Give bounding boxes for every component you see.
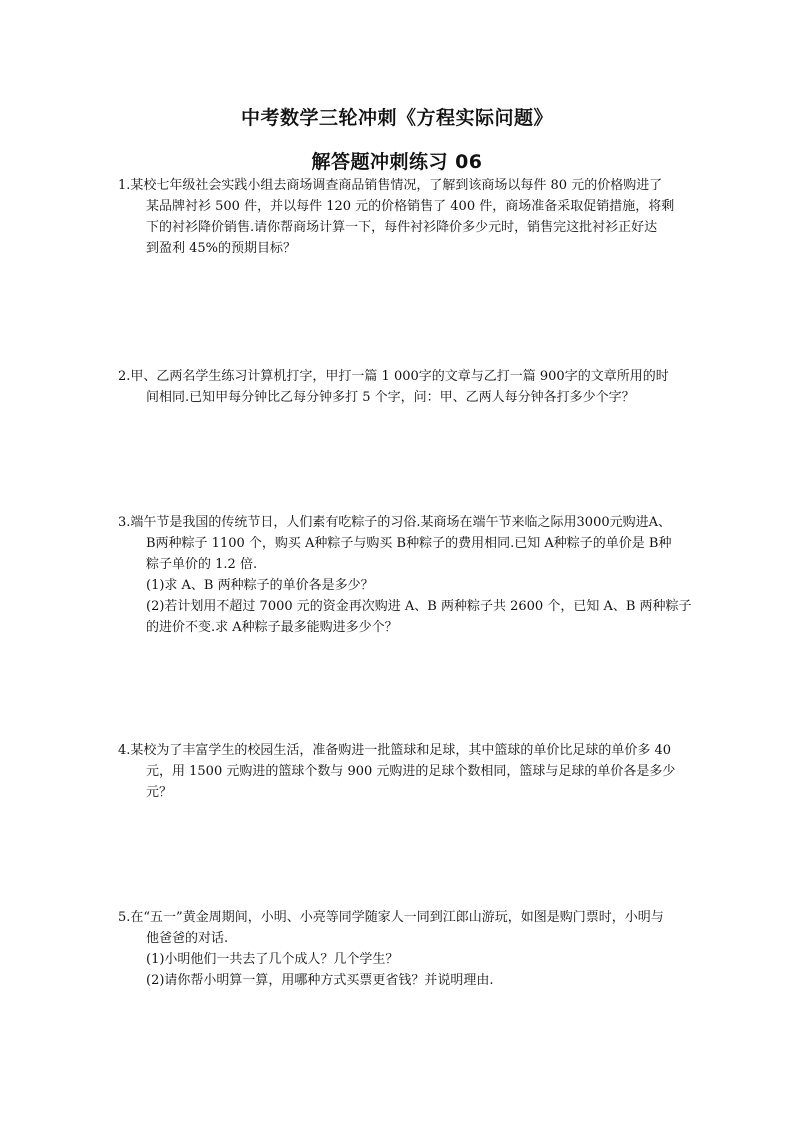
question-3-line-3: 粽子单价的 1.2 倍. xyxy=(146,557,258,572)
question-5 xyxy=(118,907,718,991)
question-3-line-6: 的进价不变.求 A种粽子最多能购进多少个？ xyxy=(146,620,398,635)
page-subtitle: 解答题冲刺练习 06 xyxy=(311,151,483,173)
question-1-line-3: 下的衬衫降价销售.请你帮商场计算一下，每件衬衫降价多少元时，销售完这批衬衫正好达 xyxy=(146,220,658,235)
question-5-line-2: 他爸爸的对话. xyxy=(146,931,229,946)
question-2-line-1: 2.甲、乙两名学生练习计算机打字，甲打一篇 1 000字的文章与乙打一篇 900字的文章所用的时 xyxy=(118,369,669,384)
question-1 xyxy=(118,175,718,259)
question-3-part-1: (1)求 A、B 两种粽子的单价各是多少？ xyxy=(146,578,374,593)
question-1-line-2: 某品牌衬衫 500 件，并以每件 120 元的价格销售了 400 件，商场准备采取促销措施，将剩 xyxy=(146,199,675,214)
question-4-line-2: 元，用 1500 元购进的篮球个数与 900 元购进的足球个数相同，篮球与足球的单价各是多少 xyxy=(146,764,676,779)
question-3-part-2: (2)若计划用不超过 7000 元的资金再次购进 A、B 两种粽子共 2600 个，已知 A、B 两种粽子 xyxy=(146,599,692,614)
question-2-line-2: 间相同.已知甲每分钟比乙每分钟多打 5 个字，问：甲、乙两人每分钟各打多少个字？ xyxy=(146,390,635,405)
page-title: 中考数学三轮冲刺《方程实际问题》 xyxy=(240,107,553,129)
question-3-line-1: 3.端午节是我国的传统节日，人们素有吃粽子的习俗.某商场在端午节来临之际用3000元购进A、 xyxy=(118,515,672,530)
question-4 xyxy=(118,740,718,803)
question-5-part-1: (1)小明他们一共去了几个成人？几个学生？ xyxy=(146,952,399,967)
question-1-line-1: 1.某校七年级社会实践小组去商场调查商品销售情况，了解到该商场以每件 80 元的价格购进了 xyxy=(118,178,663,193)
question-5-part-2: (2)请你帮小明算一算，用哪种方式买票更省钱？并说明理由. xyxy=(146,973,494,988)
question-3 xyxy=(118,512,718,638)
question-5-line-1: 5.在“五一”黄金周期间，小明、小亮等同学随家人一同到江郎山游玩，如图是购门票时，小明与 xyxy=(118,910,664,925)
question-2 xyxy=(118,366,718,408)
question-4-line-3: 元？ xyxy=(146,785,173,800)
question-1-line-4: 到盈利 45%的预期目标？ xyxy=(146,241,297,256)
question-4-line-1: 4.某校为了丰富学生的校园生活，准备购进一批篮球和足球，其中篮球的单价比足球的单价多 40 xyxy=(118,743,672,758)
question-3-line-2: B两种粽子 1100 个，购买 A种粽子与购买 B种粽子的费用相同.已知 A种粽子的单价是 B种 xyxy=(146,536,672,551)
